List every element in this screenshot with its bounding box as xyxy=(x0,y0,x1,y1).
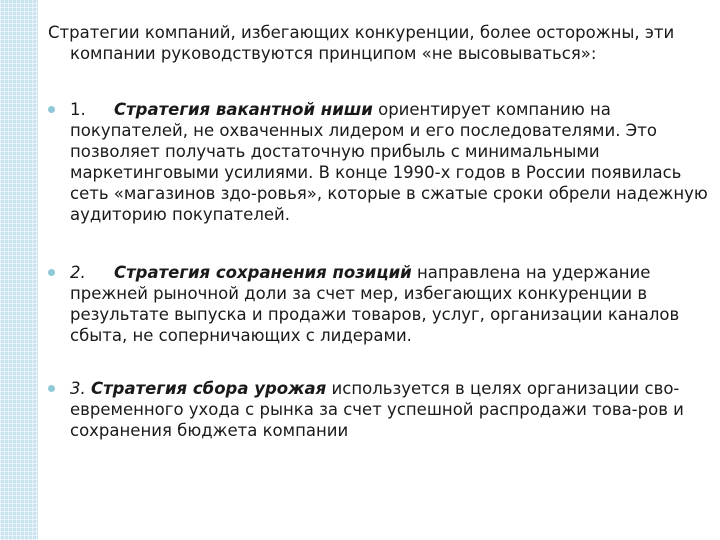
list-item xyxy=(48,378,712,441)
strategy-title: Стратегия сохранения позиций xyxy=(114,263,412,282)
intro-paragraph: Стратегии компаний, избегающих конкуренции, более осторожны, эти компании руководствуются принципом «не высовываться»: xyxy=(48,23,675,63)
item-number: 2. xyxy=(70,263,86,282)
strategy-description: ориентирует компанию на покупателей, не охваченных лидером и его последователями. Это позволяет получать достаточную прибыль с минимальными маркетинговыми усилиями. В конце 1990-х годов в России появилась сеть «магазинов здо-ровья», которые в сжатые сроки обрели надежную аудиторию покупателей. xyxy=(70,100,708,224)
list-item xyxy=(48,99,712,225)
bullet-icon xyxy=(48,106,55,113)
bullet-icon xyxy=(48,385,55,392)
list-item-text xyxy=(70,378,712,441)
item-number: 1. xyxy=(70,100,86,119)
item-number: 3. xyxy=(70,379,86,398)
strategy-title: Стратегия сбора урожая xyxy=(91,379,327,398)
strategy-description: направлена на удержание прежней рыночной доли за счет мер, избегающих конкуренции в результате выпуска и продажи товаров, услуг, организации каналов сбыта, не соперничающих с лидерами. xyxy=(70,263,680,345)
strategy-description: используется в целях организации сво-евременного ухода с рынка за счет успешной распродажи това-ров и сохранения бюджета компании xyxy=(70,379,684,440)
bullet-icon xyxy=(48,269,55,276)
list-item-text xyxy=(70,99,712,225)
list-item xyxy=(48,262,712,346)
list-item-text xyxy=(70,262,712,346)
strategy-title: Стратегия вакантной ниши xyxy=(114,100,373,119)
